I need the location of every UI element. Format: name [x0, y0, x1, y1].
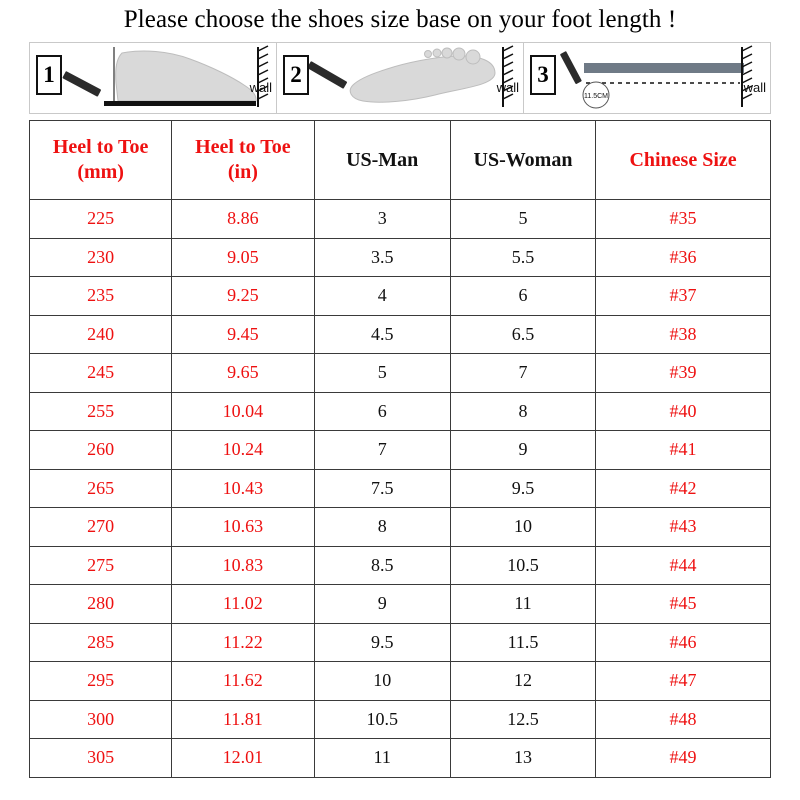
- cell-us-woman: 11.5: [450, 623, 595, 662]
- column-header-chinese-size: Chinese Size: [596, 121, 771, 200]
- column-header-us-woman: US-Woman: [450, 121, 595, 200]
- cell-us-man: 7: [314, 431, 450, 470]
- cell-heel-to-toe-mm: 275: [30, 546, 172, 585]
- cell-heel-to-toe-mm: 235: [30, 277, 172, 316]
- step-number: 2: [283, 55, 309, 95]
- cell-us-woman: 10.5: [450, 546, 595, 585]
- column-header-line1: Heel to Toe: [52, 136, 149, 158]
- cell-heel-to-toe-in: 10.24: [172, 431, 314, 470]
- cell-heel-to-toe-mm: 295: [30, 662, 172, 701]
- cell-heel-to-toe-mm: 255: [30, 392, 172, 431]
- cell-us-woman: 12.5: [450, 700, 595, 739]
- cell-us-man: 10.5: [314, 700, 450, 739]
- wall-label: wall: [743, 80, 766, 95]
- cell-us-woman: 12: [450, 662, 595, 701]
- foot-side-view-icon: [30, 43, 277, 113]
- table-row: [30, 739, 771, 778]
- table-header-row: [30, 121, 771, 200]
- cell-heel-to-toe-in: 10.04: [172, 392, 314, 431]
- cell-heel-to-toe-mm: 260: [30, 431, 172, 470]
- table-body: [30, 200, 771, 778]
- svg-text:11.5CM: 11.5CM: [584, 93, 608, 100]
- cell-chinese-size: #36: [596, 238, 771, 277]
- cell-us-woman: 6.5: [450, 315, 595, 354]
- table-row: [30, 469, 771, 508]
- column-header-heel-to-toe-mm: [30, 121, 172, 200]
- pencil-icon: [560, 51, 582, 84]
- cell-heel-to-toe-mm: 270: [30, 508, 172, 547]
- table-row: [30, 508, 771, 547]
- ruler-measure-icon: [524, 43, 771, 113]
- cell-heel-to-toe-mm: 300: [30, 700, 172, 739]
- cell-us-woman: 13: [450, 739, 595, 778]
- wall-label: wall: [249, 80, 272, 95]
- cell-us-man: 7.5: [314, 469, 450, 508]
- cell-us-man: 9: [314, 585, 450, 624]
- cell-chinese-size: #48: [596, 700, 771, 739]
- cell-us-woman: 5: [450, 200, 595, 239]
- cell-chinese-size: #41: [596, 431, 771, 470]
- cell-heel-to-toe-mm: 240: [30, 315, 172, 354]
- cell-heel-to-toe-in: 11.81: [172, 700, 314, 739]
- cell-us-man: 8.5: [314, 546, 450, 585]
- cell-us-man: 6: [314, 392, 450, 431]
- column-header-us-man: US-Man: [314, 121, 450, 200]
- table-header: [30, 121, 771, 200]
- cell-chinese-size: #49: [596, 739, 771, 778]
- cell-us-woman: 5.5: [450, 238, 595, 277]
- cell-chinese-size: #37: [596, 277, 771, 316]
- cell-chinese-size: #45: [596, 585, 771, 624]
- cell-heel-to-toe-in: 11.02: [172, 585, 314, 624]
- cell-heel-to-toe-in: 12.01: [172, 739, 314, 778]
- column-header-line1: Heel to Toe: [195, 136, 291, 158]
- column-header-line2: (in): [227, 161, 258, 183]
- cell-heel-to-toe-in: 8.86: [172, 200, 314, 239]
- cell-chinese-size: #38: [596, 315, 771, 354]
- cell-chinese-size: #43: [596, 508, 771, 547]
- cell-heel-to-toe-in: 11.62: [172, 662, 314, 701]
- column-header-heel-to-toe-in: [172, 121, 314, 200]
- cell-heel-to-toe-in: 10.43: [172, 469, 314, 508]
- cell-heel-to-toe-in: 9.45: [172, 315, 314, 354]
- cell-chinese-size: #35: [596, 200, 771, 239]
- cell-us-man: 11: [314, 739, 450, 778]
- cell-heel-to-toe-mm: 225: [30, 200, 172, 239]
- cell-chinese-size: #40: [596, 392, 771, 431]
- table-row: [30, 315, 771, 354]
- cell-heel-to-toe-in: 9.65: [172, 354, 314, 393]
- cell-us-woman: 11: [450, 585, 595, 624]
- cell-us-man: 8: [314, 508, 450, 547]
- cell-us-woman: 10: [450, 508, 595, 547]
- cell-heel-to-toe-mm: 265: [30, 469, 172, 508]
- cell-us-man: 9.5: [314, 623, 450, 662]
- measuring-instructions: [29, 42, 771, 114]
- table-row: [30, 277, 771, 316]
- cell-heel-to-toe-mm: 245: [30, 354, 172, 393]
- column-header-line2: (mm): [77, 161, 124, 183]
- cell-heel-to-toe-in: 9.25: [172, 277, 314, 316]
- cell-us-woman: 8: [450, 392, 595, 431]
- cell-us-man: 4.5: [314, 315, 450, 354]
- cell-heel-to-toe-in: 10.63: [172, 508, 314, 547]
- step-number: 3: [530, 55, 556, 95]
- cell-chinese-size: #44: [596, 546, 771, 585]
- table-row: [30, 200, 771, 239]
- cell-us-woman: 9.5: [450, 469, 595, 508]
- cell-chinese-size: #39: [596, 354, 771, 393]
- table-row: [30, 623, 771, 662]
- table-row: [30, 546, 771, 585]
- pencil-icon: [307, 61, 347, 89]
- cell-us-man: 5: [314, 354, 450, 393]
- cell-us-woman: 7: [450, 354, 595, 393]
- cell-chinese-size: #47: [596, 662, 771, 701]
- cell-heel-to-toe-mm: 305: [30, 739, 172, 778]
- table-row: [30, 662, 771, 701]
- table-row: [30, 431, 771, 470]
- table-row: [30, 238, 771, 277]
- cell-us-man: 3: [314, 200, 450, 239]
- page-title: Please choose the shoes size base on your foot length !: [123, 6, 677, 33]
- cell-heel-to-toe-mm: 285: [30, 623, 172, 662]
- cell-heel-to-toe-in: 11.22: [172, 623, 314, 662]
- cell-heel-to-toe-in: 9.05: [172, 238, 314, 277]
- foot-top-view-icon: [277, 43, 524, 113]
- cell-us-woman: 9: [450, 431, 595, 470]
- table-row: [30, 585, 771, 624]
- instruction-step-1: [29, 42, 277, 114]
- table-row: [30, 392, 771, 431]
- cell-heel-to-toe-mm: 280: [30, 585, 172, 624]
- wall-label: wall: [496, 80, 519, 95]
- cell-chinese-size: #42: [596, 469, 771, 508]
- table-row: [30, 700, 771, 739]
- cell-us-man: 10: [314, 662, 450, 701]
- cell-chinese-size: #46: [596, 623, 771, 662]
- instruction-step-3: [524, 42, 771, 114]
- instruction-step-2: [277, 42, 524, 114]
- size-table: [29, 120, 771, 778]
- cell-heel-to-toe-in: 10.83: [172, 546, 314, 585]
- table-row: [30, 354, 771, 393]
- pencil-icon: [62, 71, 101, 97]
- cell-us-man: 3.5: [314, 238, 450, 277]
- cell-us-man: 4: [314, 277, 450, 316]
- cell-heel-to-toe-mm: 230: [30, 238, 172, 277]
- cell-us-woman: 6: [450, 277, 595, 316]
- step-number: 1: [36, 55, 62, 95]
